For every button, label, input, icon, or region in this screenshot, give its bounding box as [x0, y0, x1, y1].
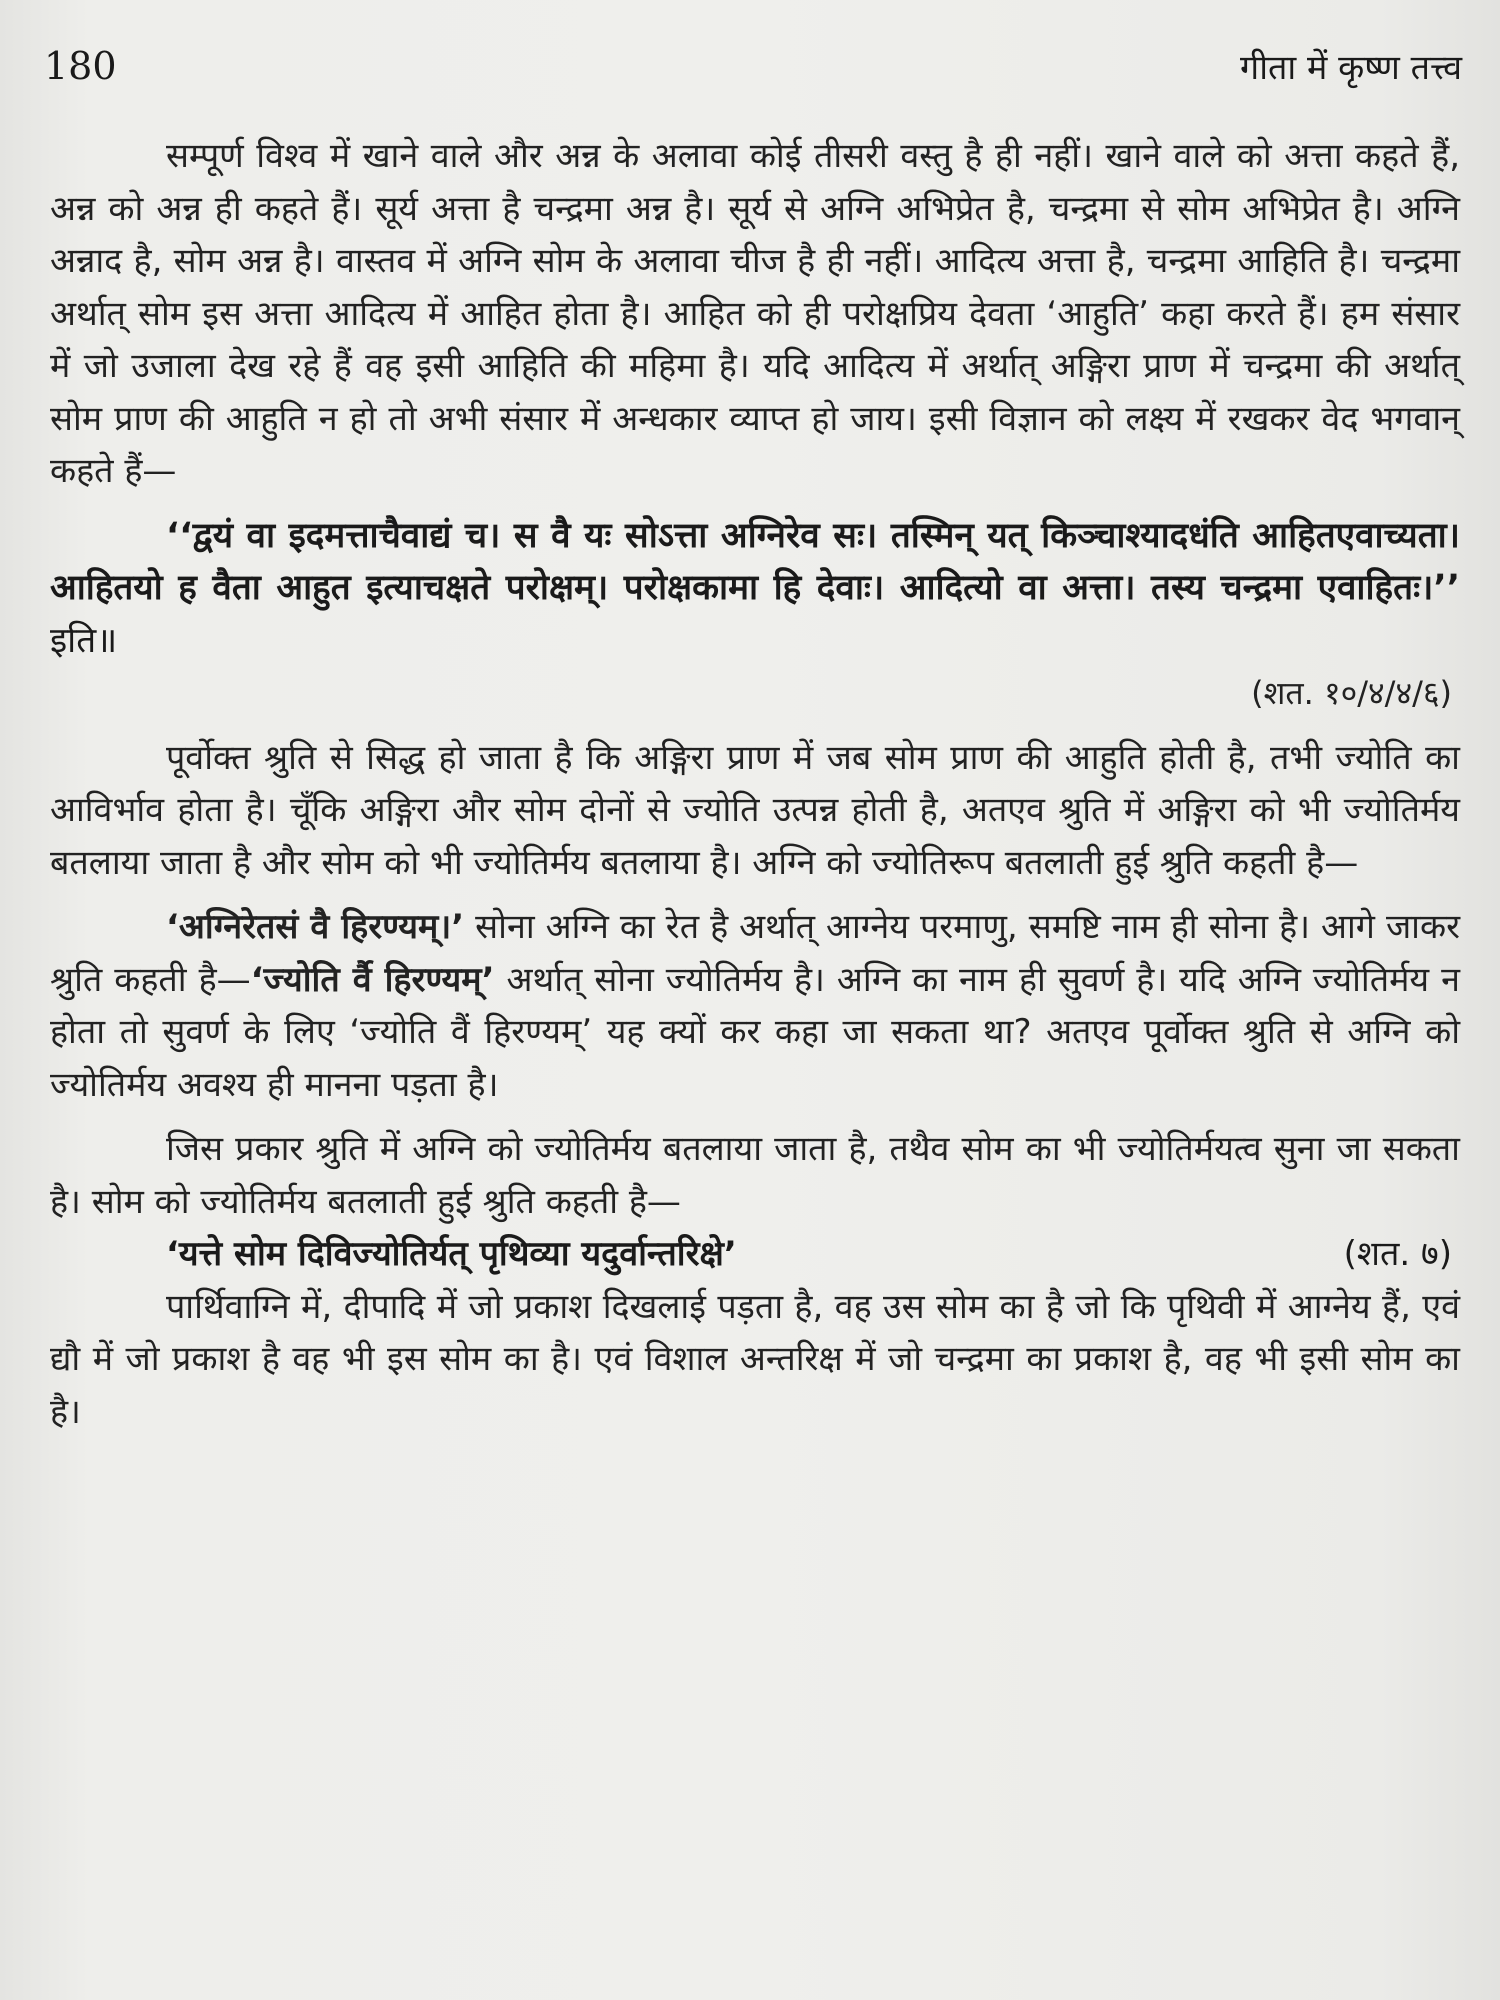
sanskrit-quote-1-text: ‘‘द्वयं वा इदमत्ताचैवाद्यं च। स वै यः सोऽत्ता अग्निरेव सः। तस्मिन् यत् किञ्चाश्यादधंति आहितएवाच्यता। आहितयो ह वैता आहुत इत्याचक्षते परोक्षम्। परोक्षकामा हि देवाः। आदित्यो वा अत्ता। तस्य चन्द्रमा एवाहितः।’’	[50, 515, 1460, 608]
quote-agniretasam: ‘अग्निरेतसं वै हिरण्यम्।’	[166, 907, 465, 947]
sanskrit-quote-2-text: ‘यत्ते सोम दिविज्योतिर्यत् पृथिव्या यदुर्वान्तरिक्षे’	[166, 1234, 737, 1274]
quote-2-reference: (शत. ७)	[1343, 1234, 1452, 1274]
paragraph-2: पूर्वोक्त श्रुति से सिद्ध हो जाता है कि अङ्गिरा प्राण में जब सोम प्राण की आहुति होती है, तभी ज्योति का आविर्भाव होता है। चूँकि अङ्गिरा और सोम दोनों से ज्योति उत्पन्न होती है, अतएव श्रुति में अङ्गिरा को भी ज्योतिर्मय बतलाया जाता है और सोम को भी ज्योतिर्मय बतलाया है। अग्नि को ज्योतिरूप बतलाती हुई श्रुति कहती है—	[50, 737, 1460, 883]
quote-jyoti-hiranyam: ‘ज्योति र्वै हिरण्यम्’	[250, 959, 495, 1000]
running-title: गीता में कृष्ण तत्त्व	[1240, 48, 1462, 88]
page-body	[50, 130, 1460, 1438]
quote-1-reference: (शत. १०/४/४/६)	[1251, 674, 1452, 712]
paragraph-3-text-b: अर्थात् सोना ज्योतिर्मय है। अग्नि का नाम ही सुवर्ण है। यदि अग्नि ज्योतिर्मय न होता तो सुवर्ण के लिए ‘ज्योति वैं हिरण्यम्’ यह क्यों कर कहा जा सकता था? अतएव पूर्वोक्त श्रुति से अग्नि को ज्योतिर्मय अवश्य ही मानना पड़ता है।	[50, 959, 1460, 1105]
paragraph-3-text-a: सोना अग्नि का रेत है अर्थात् आग्नेय परमाणु, समष्टि नाम ही सोना है। आगे जाकर श्रुति कहती है—	[50, 907, 1460, 1000]
paragraph-1: सम्पूर्ण विश्व में खाने वाले और अन्न के अलावा कोई तीसरी वस्तु है ही नहीं। खाने वाले को अत्ता कहते हैं, अन्न को अन्न ही कहते हैं। सूर्य अत्ता है चन्द्रमा अन्न है। सूर्य से अग्नि अभिप्रेत है, चन्द्रमा से सोम अभिप्रेत है। अग्नि अन्नाद है, सोम अन्न है। वास्तव में अग्नि सोम के अलावा चीज है ही नहीं। आदित्य अत्ता है, चन्द्रमा आहिति है। चन्द्रमा अर्थात् सोम इस अत्ता आदित्य में आहित होता है। आहित को ही परोक्षप्रिय देवता ‘आहुति’ कहा करते हैं। हम संसार में जो उजाला देख रहे हैं वह इसी आहिति की महिमा है। यदि आदित्य में अर्थात् अङ्गिरा प्राण में चन्द्रमा की अर्थात् सोम प्राण की आहुति न हो तो अभी संसार में अन्धकार व्याप्त हो जाय। इसी विज्ञान को लक्ष्य में रखकर वेद भगवान् कहते हैं—	[50, 136, 1460, 491]
page-header	[44, 36, 1462, 96]
paragraph-4: जिस प्रकार श्रुति में अग्नि को ज्योतिर्मय बतलाया जाता है, तथैव सोम का भी ज्योतिर्मयत्व सुना जा सकता है। सोम को ज्योतिर्मय बतलाती हुई श्रुति कहती है—	[50, 1129, 1460, 1222]
sanskrit-quote-1	[50, 510, 1460, 668]
paragraph-5: पार्थिवाग्नि में, दीपादि में जो प्रकाश दिखलाई पड़ता है, वह उस सोम का है जो कि पृथिवी में आग्नेय हैं, एवं द्यौ में जो प्रकाश है वह भी इस सोम का है। एवं विशाल अन्तरिक्ष में जो चन्द्रमा का प्रकाश है, वह भी इसी सोम का है।	[50, 1286, 1460, 1432]
page-number: 180	[44, 44, 117, 88]
paragraph-3	[50, 901, 1460, 1111]
sanskrit-quote-1-tail: इति॥	[50, 620, 118, 661]
sanskrit-quote-2	[50, 1228, 1460, 1281]
